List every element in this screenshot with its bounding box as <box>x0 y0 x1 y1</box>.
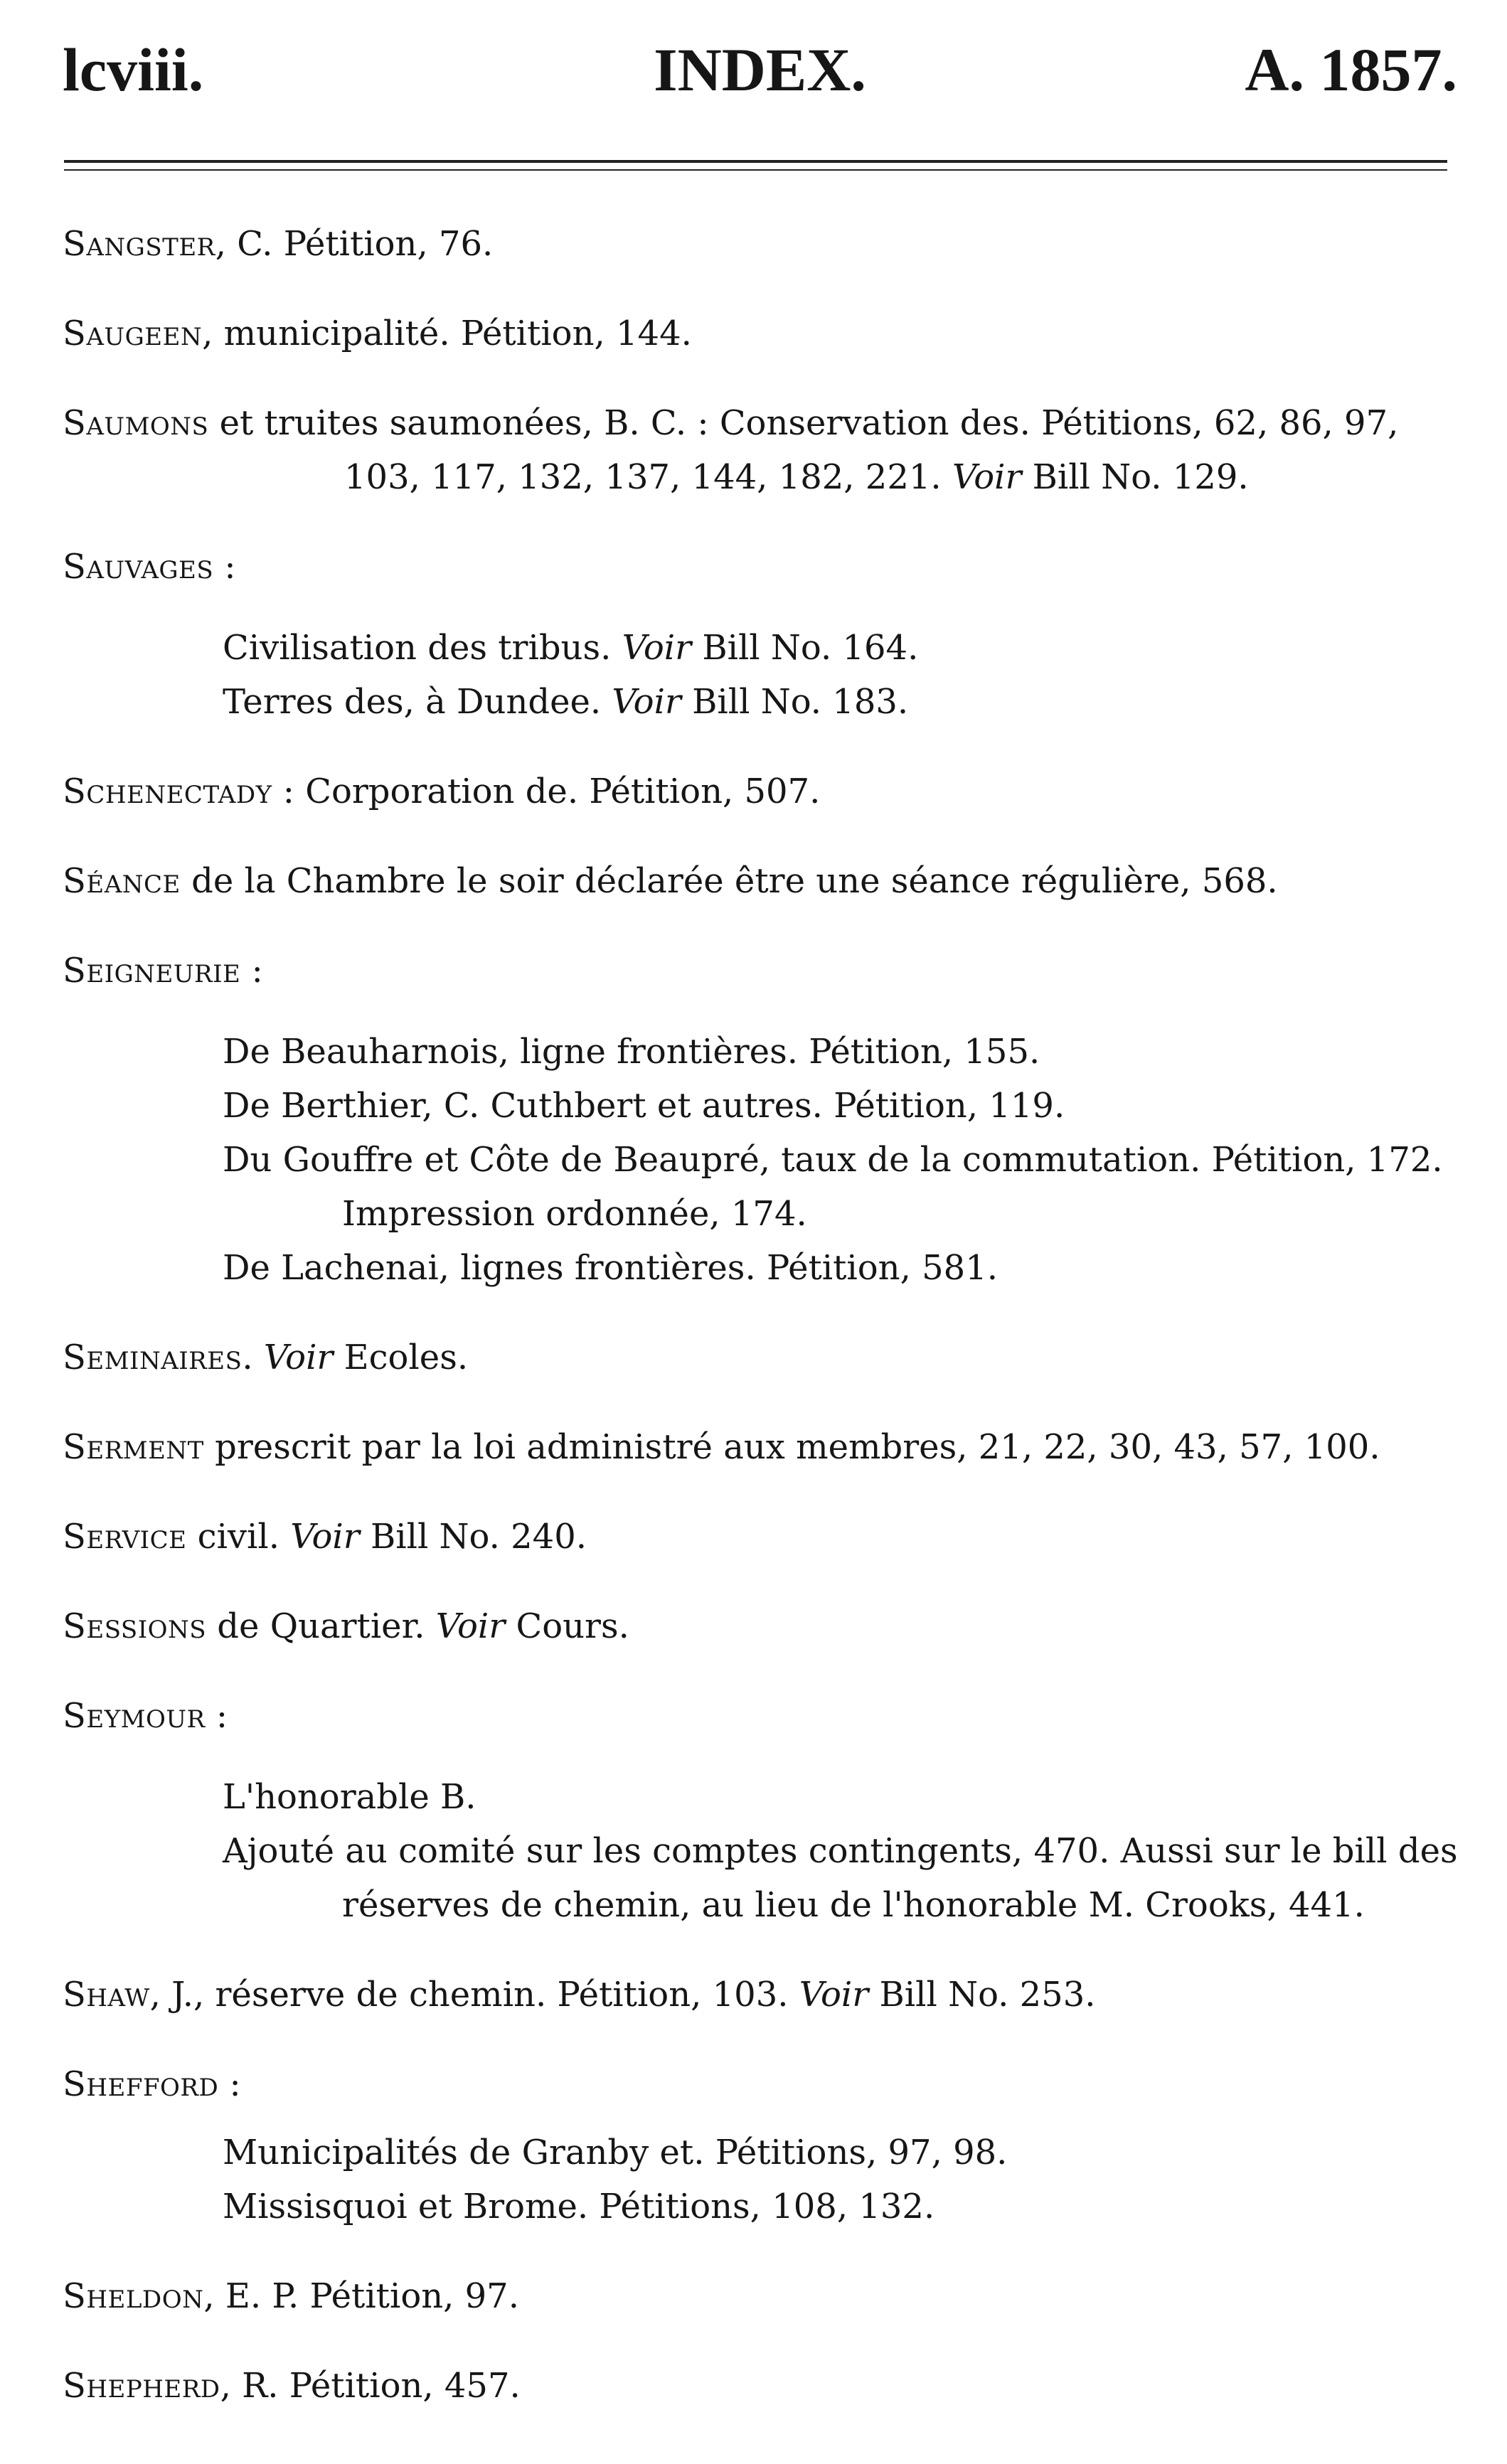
reference-text: Bill No. 240. <box>359 1517 587 1557</box>
entry-text: : <box>218 2064 241 2104</box>
voir-label: Voir <box>263 1338 334 1377</box>
subentry-list <box>63 621 1460 729</box>
reference-text: Ecoles. <box>333 1338 469 1377</box>
entry-text: et truites saumonées, B. C. : Conservation des. Pétitions, 62, 86, 97, <box>208 403 1399 443</box>
entry-text: : <box>205 1696 228 1736</box>
entry-heading: Saumons <box>63 403 209 443</box>
page-title: INDEX. <box>654 36 866 104</box>
entry-text: , C. Pétition, 76. <box>215 224 494 264</box>
entry-text: , municipalité. Pétition, 144. <box>202 314 692 353</box>
index-entry <box>63 1599 1460 1653</box>
entry-heading: Shaw <box>63 1975 150 2015</box>
index-entry <box>63 1510 1460 1564</box>
entry-heading: Schenectady <box>63 772 272 811</box>
entry-heading: Séance <box>63 861 181 901</box>
index-entry <box>63 1420 1460 1474</box>
index-entry <box>63 2359 1460 2413</box>
subentry-continuation: réserves de chemin, au lieu de l'honorable M. Crooks, 441. <box>342 1885 1365 1925</box>
page-header <box>63 34 1457 112</box>
entry-text: . <box>242 1338 264 1377</box>
subentry: Missisquoi et Brome. Pétitions, 108, 132. <box>223 2187 935 2226</box>
page-number: lcviii. <box>63 36 204 104</box>
entry-heading: Seymour <box>63 1696 206 1736</box>
subentry <box>223 675 1460 729</box>
entry-heading: Sangster <box>63 224 215 264</box>
entry-heading: Serment <box>63 1427 204 1467</box>
index-entry <box>63 540 1460 729</box>
entry-heading: Service <box>63 1517 187 1557</box>
voir-label: Voir <box>622 628 692 668</box>
entry-heading: Saugeen <box>63 314 203 353</box>
index-entry <box>63 764 1460 818</box>
entry-heading: Sauvages <box>63 547 214 587</box>
entry-text: : <box>240 951 263 991</box>
subentry-text: Terres des, à Dundee. <box>223 682 612 722</box>
voir-label: Voir <box>952 457 1022 497</box>
index-entry <box>63 1968 1460 2022</box>
index-entry <box>63 306 1460 361</box>
subentry: L'honorable B. <box>223 1777 476 1817</box>
entry-text: , R. Pétition, 457. <box>220 2366 521 2406</box>
entry-heading: Sheldon <box>63 2276 204 2316</box>
entry-text: de Quartier. <box>206 1606 436 1646</box>
continuation-text: 103, 117, 132, 137, 144, 182, 221. <box>344 457 952 497</box>
reference-text: Bill No. 183. <box>681 682 909 722</box>
index-entry <box>63 854 1460 908</box>
entry-heading: Seigneurie <box>63 951 241 991</box>
index-entry <box>63 1689 1460 1932</box>
subentry-list <box>63 1770 1460 1932</box>
subentry: Du Gouffre et Côte de Beaupré, taux de la commutation. Pétition, 172. <box>223 1140 1443 1180</box>
header-rule <box>64 160 1447 171</box>
voir-label: Voir <box>290 1517 360 1557</box>
entry-text: , J., réserve de chemin. Pétition, 103. <box>149 1975 799 2015</box>
index-entry <box>63 1330 1460 1385</box>
subentry: De Lachenai, lignes frontières. Pétition, 581. <box>223 1248 998 1288</box>
index-entry <box>63 944 1460 1295</box>
index-entry <box>63 2057 1460 2234</box>
entry-text: prescrit par la loi administré aux membres, 21, 22, 30, 43, 57, 100. <box>203 1427 1380 1467</box>
index-entry <box>63 2269 1460 2323</box>
entry-heading: Seminaires <box>63 1338 243 1377</box>
entry-heading: Shefford <box>63 2064 219 2104</box>
voir-label: Voir <box>799 1975 869 2015</box>
subentry-list <box>63 2126 1460 2234</box>
year-label: A. 1857. <box>1245 36 1457 104</box>
subentry <box>223 621 1460 675</box>
subentry: Ajouté au comité sur les comptes contingents, 470. Aussi sur le bill des <box>223 1831 1458 1871</box>
subentry: De Beauharnois, ligne frontières. Pétition, 155. <box>223 1032 1040 1072</box>
entry-text: : <box>213 547 236 587</box>
entry-text: : Corporation de. Pétition, 507. <box>272 772 821 811</box>
entry-heading: Shepherd <box>63 2366 220 2406</box>
voir-label: Voir <box>435 1606 506 1646</box>
voir-label: Voir <box>612 682 681 722</box>
subentry: De Berthier, C. Cuthbert et autres. Pétition, 119. <box>223 1086 1065 1126</box>
subentry-text: Civilisation des tribus. <box>223 628 622 668</box>
index-entries <box>63 217 1460 2448</box>
subentry-continuation: Impression ordonnée, 174. <box>342 1194 807 1234</box>
reference-text: Bill No. 129. <box>1021 457 1249 497</box>
reference-text: Cours. <box>505 1606 629 1646</box>
subentry-list <box>63 1025 1460 1295</box>
reference-text: Bill No. 164. <box>691 628 919 668</box>
subentry: Municipalités de Granby et. Pétitions, 97, 98. <box>223 2133 1008 2172</box>
entry-text: civil. <box>186 1517 291 1557</box>
reference-text: Bill No. 253. <box>868 1975 1096 2015</box>
entry-continuation <box>63 450 1460 504</box>
index-entry <box>63 217 1460 271</box>
entry-heading: Sessions <box>63 1606 207 1646</box>
entry-text: de la Chambre le soir déclarée être une séance régulière, 568. <box>180 861 1278 901</box>
index-entry <box>63 396 1460 504</box>
entry-text: , E. P. Pétition, 97. <box>203 2276 519 2316</box>
